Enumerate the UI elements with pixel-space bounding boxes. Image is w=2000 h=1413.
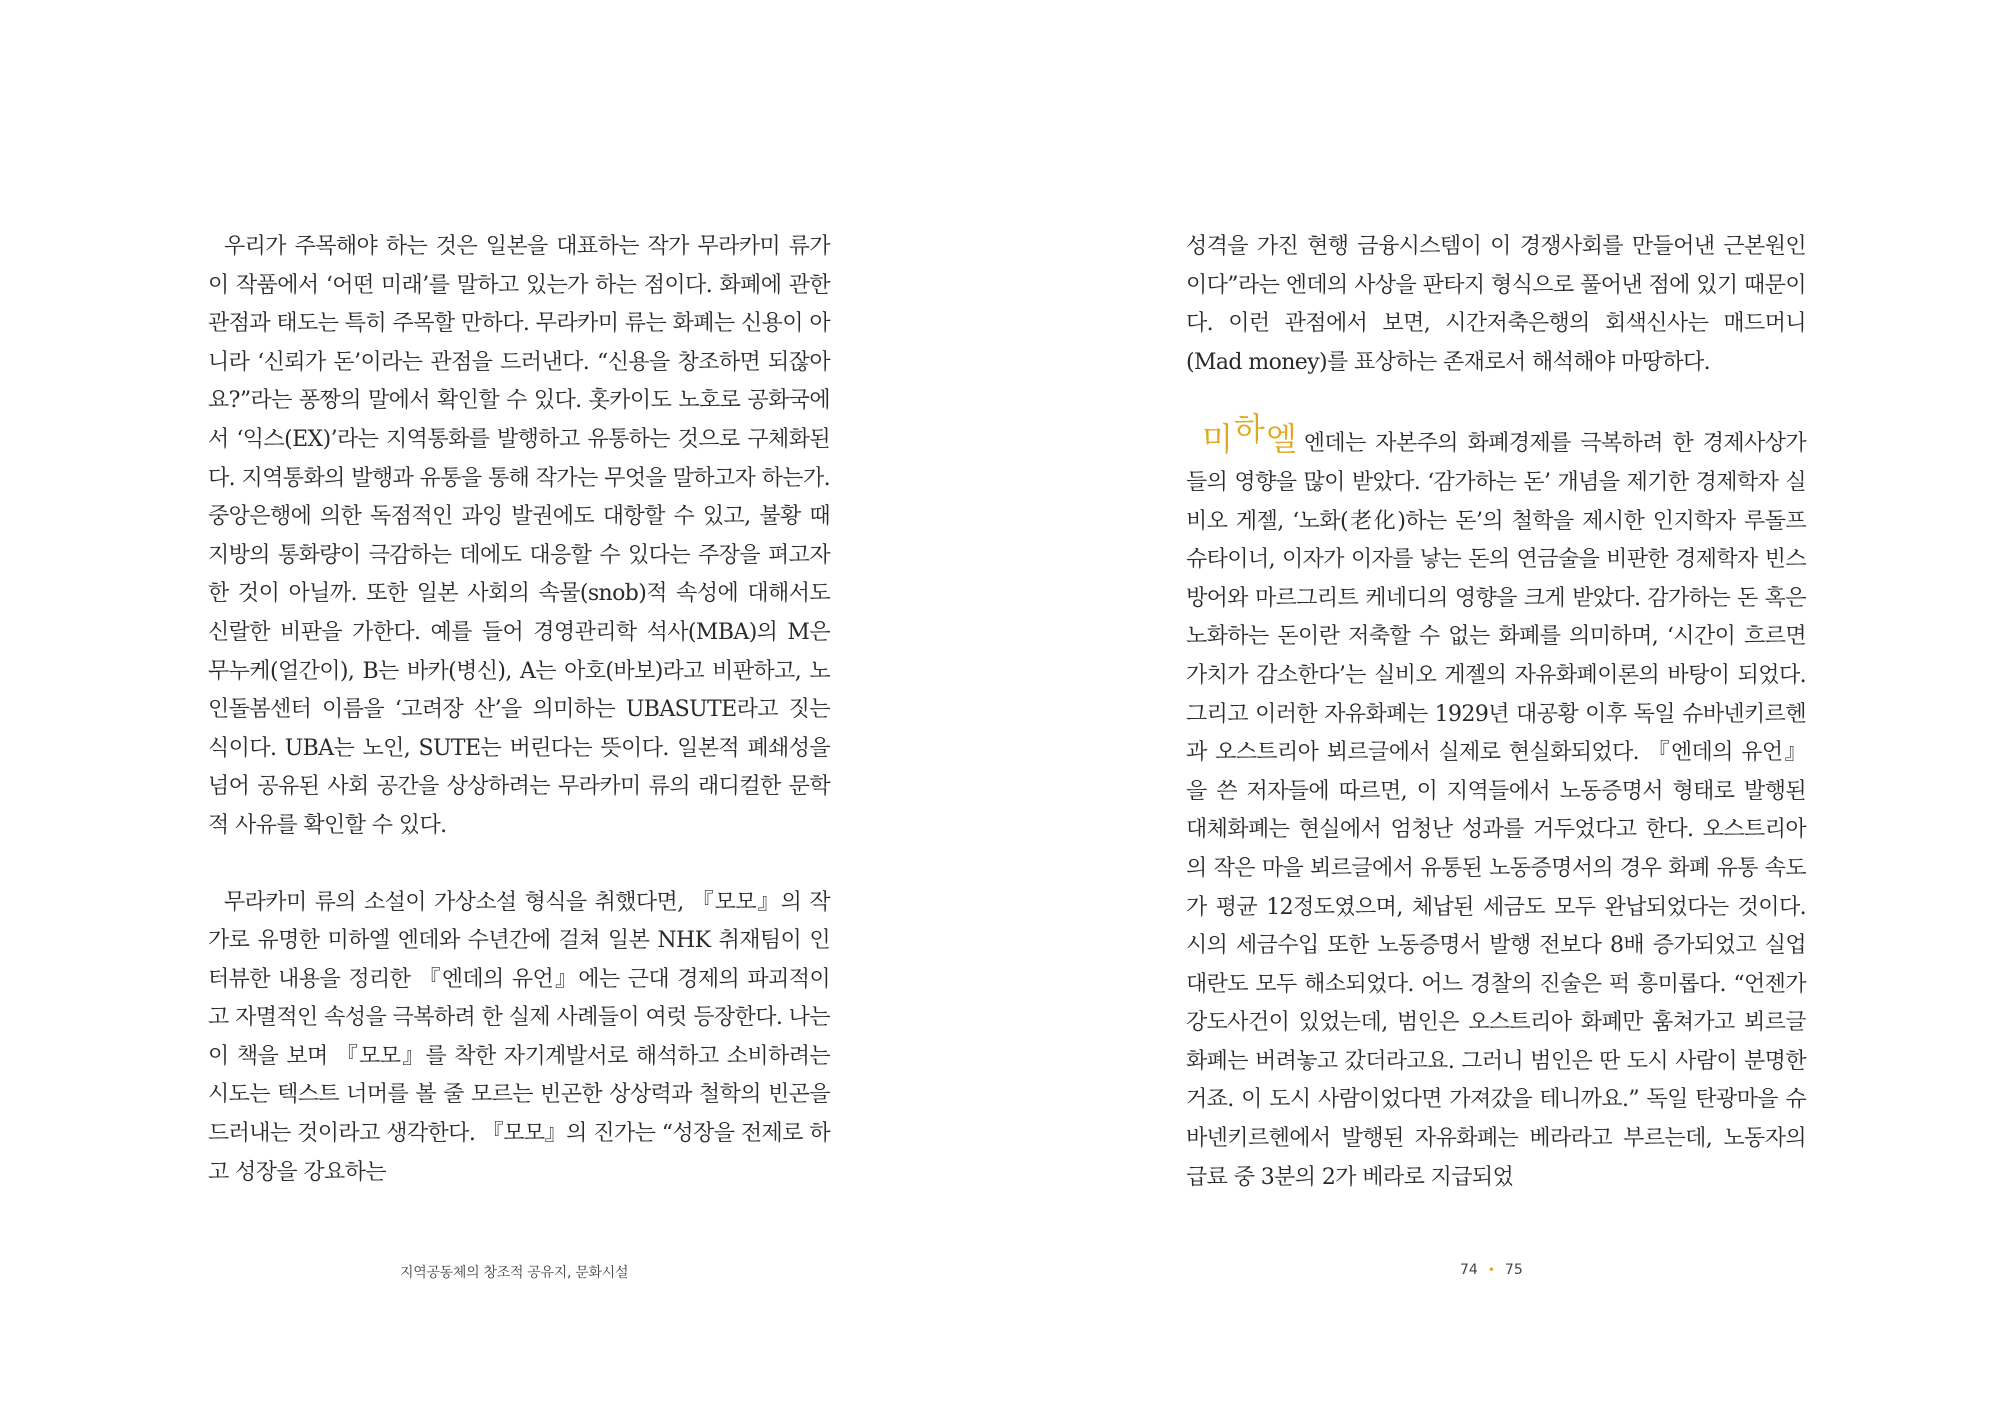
highlighted-name-part-3: 엘 bbox=[1265, 421, 1298, 458]
left-paragraph-1: 우리가 주목해야 하는 것은 일본을 대표하는 작가 무라카미 류가 이 작품에서 ‘어떤 미래’를 말하고 있는가 하는 점이다. 화폐에 관한 관점과 태도는 특히 주목할 만하다. 무라카미 류는 화폐는 신용이 아니라 ‘신뢰가 돈’이라는 관점을 드러낸다. “신용을 창조하면 되잖아요?”라는 퐁짱의 말에서 확인할 수 있다. 홋카이도 노호로 공화국에서 ‘익스(EX)’라는 지역통화를 발행하고 유통하는 것으로 구체화된다. 지역통화의 발행과 유통을 통해 작가는 무엇을 말하고자 하는가. 중앙은행에 의한 독점적인 과잉 발권에도 대항할 수 있고, 불황 때 지방의 통화량이 극감하는 데에도 대응할 수 있다는 주장을 펴고자 한 것이 아닐까. 또한 일본 사회의 속물(snob)적 속성에 대해서도 신랄한 비판을 가한다. 예를 들어 경영관리학 석사(MBA)의 M은 무누케(얼간이), B는 바카(병신), A는 아호(바보)라고 비판하고, 노인돌봄센터 이름을 ‘고려장 산’을 의미하는 UBASUTE라고 짓는 식이다. UBA는 노인, SUTE는 버린다는 뜻이다. 일본적 폐쇄성을 넘어 공유된 사회 공간을 상상하려는 무라카미 류의 래디컬한 문학적 사유를 확인할 수 있다. bbox=[208, 234, 830, 838]
right-paragraph-2-text: 엔데는 자본주의 화폐경제를 극복하려 한 경제사상가들의 영향을 많이 받았다. ‘감가하는 돈’ 개념을 제기한 경제학자 실비오 게젤, ‘노화(老化)하는 돈’의 철학을 제시한 인지학자 루돌프 슈타이너, 이자가 이자를 낳는 돈의 연금술을 비판한 경제학자 빈스방어와 마르그리트 케네디의 영향을 크게 받았다. 감가하는 돈 혹은 노화하는 돈이란 저축할 수 없는 화폐를 의미하며, ‘시간이 흐르면 가치가 감소한다’는 실비오 게젤의 자유화폐이론의 바탕이 되었다. 그리고 이러한 자유화폐는 1929년 대공황 이후 독일 슈바넨키르헨과 오스트리아 뵈르글에서 실제로 현실화되었다. 『엔데의 유언』을 쓴 저자들에 따르면, 이 지역들에서 노동증명서 형태로 발행된 대체화폐는 현실에서 엄청난 성과를 거두었다고 한다. 오스트리아의 작은 마을 뵈르글에서 유통된 노동증명서의 경우 화폐 유통 속도가 평균 12정도였으며, 체납된 세금도 모두 완납되었다는 것이다. 시의 세금수입 또한 노동증명서 발행 전보다 8배 증가되었고 실업대란도 모두 해소되었다. 어느 경찰의 진술은 퍽 흥미롭다. “언젠가 강도사건이 있었는데, 범인은 오스트리아 화폐만 훔쳐가고 뵈르글 화폐는 버려놓고 갔더라고요. 그러니 범인은 딴 도시 사람이 분명한 거죠. 이 도시 사람이었다면 가져갔을 테니까요.” 독일 탄광마을 슈바넨키르헨에서 발행된 자유화폐는 베라라고 부르는데, 노동자의 급료 중 3분의 2가 베라로 지급되었 bbox=[1186, 431, 1806, 1190]
left-paragraph-2: 무라카미 류의 소설이 가상소설 형식을 취했다면, 『모모』의 작가로 유명한 미하엘 엔데와 수년간에 걸쳐 일본 NHK 취재팀이 인터뷰한 내용을 정리한 『엔데의 유언』에는 근대 경제의 파괴적이고 자멸적인 속성을 극복하려 한 실제 사례들이 여럿 등장한다. 나는 이 책을 보며 『모모』를 착한 자기계발서로 해석하고 소비하려는 시도는 텍스트 너머를 볼 줄 모르는 빈곤한 상상력과 철학의 빈곤을 드러내는 것이라고 생각한다. 『모모』의 진가는 “성장을 전제로 하고 성장을 강요하는 bbox=[208, 889, 830, 1185]
page-number-left: 74 bbox=[1460, 1262, 1478, 1278]
left-text-column bbox=[208, 228, 830, 1192]
page-numbers bbox=[1460, 1262, 1523, 1278]
right-page bbox=[1000, 0, 2000, 1413]
running-head: 지역공동체의 창조적 공유지, 문화시설 bbox=[400, 1265, 629, 1281]
highlighted-name-part-2: 하 bbox=[1233, 411, 1266, 448]
highlighted-name-part-1: 미 bbox=[1202, 421, 1234, 458]
right-text-column bbox=[1186, 228, 1806, 1197]
right-paragraph-2 bbox=[1186, 411, 1806, 1197]
paragraph-gap bbox=[208, 846, 830, 884]
folio-separator-icon: • bbox=[1487, 1263, 1495, 1277]
right-paragraph-1: 성격을 가진 현행 금융시스템이 이 경쟁사회를 만들어낸 근본원인이다”라는 엔데의 사상을 판타지 형식으로 풀어낸 점에 있기 때문이다. 이런 관점에서 보면, 시간저축은행의 회색신사는 매드머니(Mad money)를 표상하는 존재로서 해석해야 마땅하다. bbox=[1186, 234, 1806, 375]
page-number-right: 75 bbox=[1504, 1262, 1523, 1278]
highlighted-name bbox=[1202, 411, 1298, 458]
paragraph-gap bbox=[1186, 382, 1806, 420]
